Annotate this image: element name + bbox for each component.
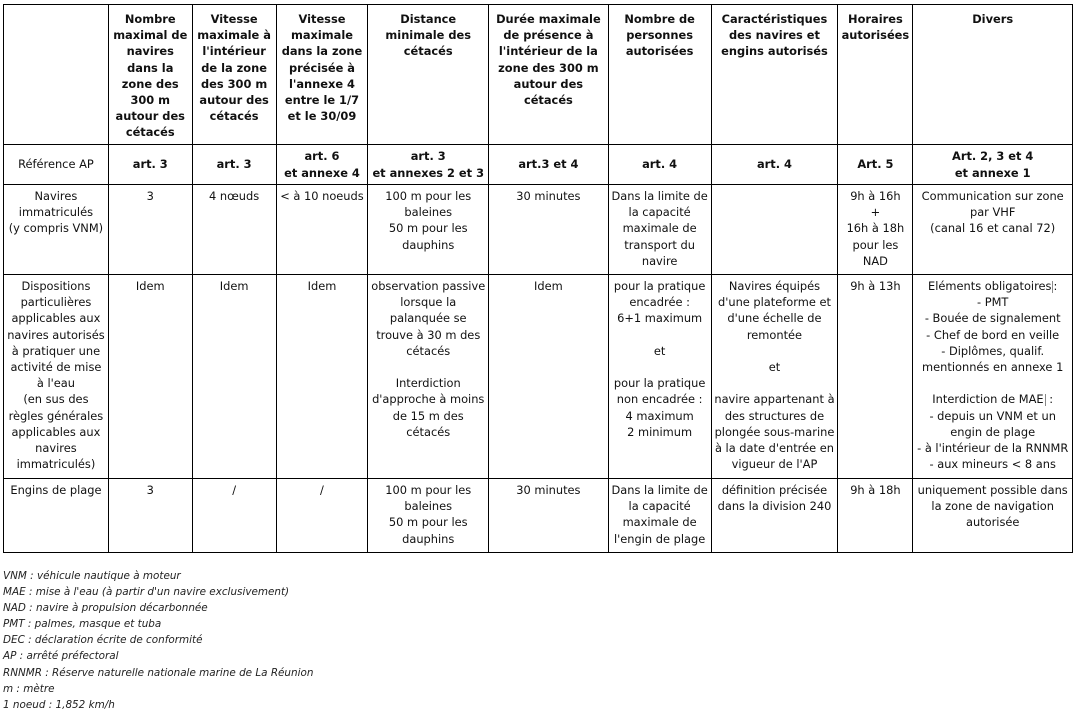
glossary-item: RNNMR : Réserve naturelle nationale marine de La Réunion [3,666,314,679]
table-cell: 100 m pour les baleines 50 m pour les dauphins [368,479,489,553]
reference-cell: art. 3 [108,145,192,185]
table-cell: 30 minutes [489,185,609,275]
table-cell: Dans la limite de la capacité maximale de l'engin de plage [608,479,711,553]
reference-cell: art. 4 [711,145,838,185]
table-cell: 4 nœuds [192,185,276,275]
table-cell: pour la pratique encadrée : 6+1 maximum et pour la pratique non encadrée : 4 maximum 2 minimum [608,275,711,479]
misc-provisions-cell: Eléments obligatoires : - PMT - Bouée de signalement - Chef de bord en veille - Diplômes, qualif. mentionnés en annexe 1 Interdiction de MAE : - depuis un VNM et un engin de plage - à l'intérieur de la RNNMR - aux mineurs < 8 ans [913,275,1073,479]
beach-craft-row [4,479,1073,553]
glossary-item: PMT : palmes, masque et tuba [3,618,162,631]
table-cell [711,185,838,275]
glossary-item: AP : arrêté préfectoral [3,650,119,663]
table-cell: 3 [108,185,192,275]
table-cell: définition précisée dans la division 240 [711,479,838,553]
table-cell: uniquement possible dans la zone de navigation autorisée [913,479,1073,553]
glossary-item: m : mètre [3,682,55,695]
table-cell: Idem [276,275,368,479]
header-max-vessels: Nombre maximal de navires dans la zone des 300 m autour des cétacés [108,5,192,145]
header-max-duration: Durée maximale de présence à l'intérieur de la zone des 300 m autour des cétacés [489,5,609,145]
table-cell: 9h à 13h [838,275,913,479]
registered-vessels-row [4,185,1073,275]
table-cell: 30 minutes [489,479,609,553]
table-cell: Dans la limite de la capacité maximale de transport du navire [608,185,711,275]
header-min-distance: Distance minimale des cétacés [368,5,489,145]
reference-cell: art. 6 et annexe 4 [276,145,368,185]
table-cell: 100 m pour les baleines 50 m pour les dauphins [368,185,489,275]
row-label-beach-craft: Engins de plage [4,479,109,553]
table-cell: / [192,479,276,553]
row-label-special-provisions: Dispositions particulières applicables aux navires autorisés à pratiquer une activité de mise à l'eau (en sus des règles générales applicables aux navires immatriculés) [4,275,109,479]
table-cell: 9h à 18h [838,479,913,553]
mandatory-items-list: - PMT - Bouée de signalement - Chef de bord en veille - Diplômes, qualif. mentionnés en annexe 1 [922,295,1064,375]
reference-cell: art. 3 et annexes 2 et 3 [368,145,489,185]
header-characteristics: Caractéristiques des navires et engins autorisés [711,5,838,145]
reference-cell: art. 3 [192,145,276,185]
table-cell: / [276,479,368,553]
table-cell: Navires équipés d'une plateforme et d'une échelle de remontée et navire appartenant à des structures de plongée sous-marine à la date d'entrée en vigueur de l'AP [711,275,838,479]
mandatory-items-title: Eléments obligatoires [928,279,1052,293]
glossary-item: DEC : déclaration écrite de conformité [3,634,203,647]
header-misc: Divers [913,5,1073,145]
glossary-item: NAD : navire à propulsion décarbonnée [3,602,208,615]
header-max-speed-annex4: Vitesse maximale dans la zone précisée à l'annexe 4 entre le 1/7 et le 30/09 [276,5,368,145]
table-cell: Communication sur zone par VHF (canal 16 et canal 72) [913,185,1073,275]
table-cell: Idem [192,275,276,479]
row-label-registered-vessels: Navires immatriculés (y compris VNM) [4,185,109,275]
row-label-reference: Référence AP [4,145,109,185]
regulations-table [3,4,1073,553]
table-cell: 3 [108,479,192,553]
glossary [3,568,313,713]
glossary-item: 1 noeud : 1,852 km/h [3,698,115,711]
glossary-item: MAE : mise à l'eau (à partir d'un navire exclusivement) [3,586,290,599]
reference-cell: art. 4 [608,145,711,185]
table-cell: Idem [489,275,609,479]
table-cell: < à 10 noeuds [276,185,368,275]
header-hours: Horaires autorisées [838,5,913,145]
mae-prohibition-title: Interdiction de MAE [932,392,1044,407]
header-max-speed-300m: Vitesse maximale à l'intérieur de la zone des 300 m autour des cétacés [192,5,276,145]
reference-row [4,145,1073,185]
table-cell: Idem [108,275,192,479]
mae-prohibition-list: - depuis un VNM et un engin de plage - à l'intérieur de la RNNMR - aux mineurs < 8 ans [917,408,1069,472]
reference-cell: art.3 et 4 [489,145,609,185]
header-row [4,5,1073,145]
reference-cell: Art. 2, 3 et 4 et annexe 1 [913,145,1073,185]
text-cursor [1052,281,1053,293]
special-provisions-row [4,275,1073,479]
text-cursor [1045,394,1046,406]
header-persons: Nombre de personnes autorisées [608,5,711,145]
header-cell-empty [4,5,109,145]
table-cell: observation passive lorsque la palanquée se trouve à 30 m des cétacés Interdiction d'approche à moins de 15 m des cétacés [368,275,489,479]
glossary-item: VNM : véhicule nautique à moteur [3,570,181,582]
reference-cell: Art. 5 [838,145,913,185]
table-cell: 9h à 16h + 16h à 18h pour les NAD [838,185,913,275]
